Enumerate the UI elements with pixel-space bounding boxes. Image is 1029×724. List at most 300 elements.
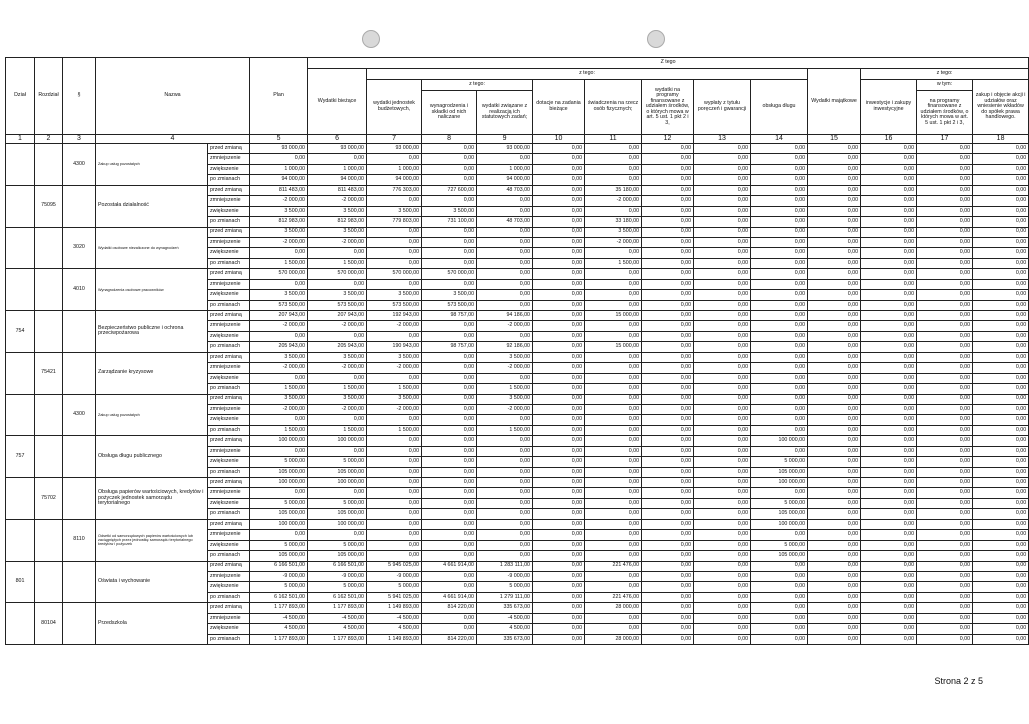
value-cell: 0,00 xyxy=(533,227,585,237)
value-cell: 207 943,00 xyxy=(250,311,308,321)
value-cell: 0,00 xyxy=(861,164,917,174)
value-cell: 0,00 xyxy=(308,415,367,425)
rozdzial-cell: 75421 xyxy=(35,352,63,394)
value-cell: 105 000,00 xyxy=(751,551,808,561)
value-cell: 0,00 xyxy=(477,154,533,164)
value-cell: 0,00 xyxy=(642,404,694,414)
value-cell: 3 500,00 xyxy=(308,290,367,300)
rozdzial-cell xyxy=(35,144,63,186)
value-cell: 0,00 xyxy=(533,352,585,362)
value-cell: 570 000,00 xyxy=(367,269,422,279)
value-cell: 811 483,00 xyxy=(250,185,308,195)
value-cell: 0,00 xyxy=(973,603,1029,613)
value-cell: 0,00 xyxy=(694,300,751,310)
value-cell: 0,00 xyxy=(585,551,642,561)
punch-hole-left xyxy=(362,30,380,48)
value-cell: 3 500,00 xyxy=(367,394,422,404)
row-label: zmniejszenie xyxy=(208,530,250,540)
value-cell: 0,00 xyxy=(808,571,861,581)
value-cell: 0,00 xyxy=(533,488,585,498)
value-cell: 0,00 xyxy=(917,425,973,435)
paragraf-cell xyxy=(63,311,96,353)
value-cell: 100 000,00 xyxy=(751,436,808,446)
value-cell: 0,00 xyxy=(694,436,751,446)
value-cell: 0,00 xyxy=(973,624,1029,634)
value-cell: 0,00 xyxy=(422,582,477,592)
value-cell: 4 661 914,00 xyxy=(422,592,477,602)
value-cell: 0,00 xyxy=(642,154,694,164)
value-cell: 105 000,00 xyxy=(250,509,308,519)
row-label: zmniejszenie xyxy=(208,154,250,164)
value-cell: 812 983,00 xyxy=(308,217,367,227)
value-cell: 3 500,00 xyxy=(477,394,533,404)
value-cell: 0,00 xyxy=(585,415,642,425)
value-cell: 0,00 xyxy=(808,540,861,550)
column-number: 15 xyxy=(808,135,861,144)
value-cell: 0,00 xyxy=(694,634,751,644)
value-cell: 0,00 xyxy=(585,404,642,414)
value-cell: 3 500,00 xyxy=(477,352,533,362)
value-cell: 0,00 xyxy=(861,384,917,394)
value-cell: 0,00 xyxy=(533,164,585,174)
value-cell: 0,00 xyxy=(422,446,477,456)
value-cell: 0,00 xyxy=(917,467,973,477)
value-cell: 0,00 xyxy=(751,373,808,383)
value-cell: 0,00 xyxy=(808,175,861,185)
value-cell: 0,00 xyxy=(751,634,808,644)
value-cell: 5 000,00 xyxy=(477,582,533,592)
value-cell: 0,00 xyxy=(367,258,422,268)
value-cell: 0,00 xyxy=(917,404,973,414)
value-cell: 33 180,00 xyxy=(585,217,642,227)
value-cell: 3 500,00 xyxy=(308,352,367,362)
value-cell: 0,00 xyxy=(585,394,642,404)
value-cell: 3 500,00 xyxy=(308,206,367,216)
value-cell: 0,00 xyxy=(694,290,751,300)
value-cell: 570 000,00 xyxy=(422,269,477,279)
value-cell: 727 600,00 xyxy=(422,185,477,195)
value-cell: 0,00 xyxy=(917,530,973,540)
dzial-cell xyxy=(6,394,35,436)
value-cell: -2 000,00 xyxy=(308,237,367,247)
value-cell: 0,00 xyxy=(585,164,642,174)
value-cell: 0,00 xyxy=(751,175,808,185)
dzial-cell: 754 xyxy=(6,311,35,353)
value-cell: 0,00 xyxy=(642,258,694,268)
page-number: Strona 2 z 5 xyxy=(934,676,983,686)
value-cell: 0,00 xyxy=(642,311,694,321)
value-cell: 0,00 xyxy=(533,582,585,592)
value-cell: 0,00 xyxy=(751,248,808,258)
value-cell: 100 000,00 xyxy=(308,478,367,488)
value-cell: 0,00 xyxy=(694,478,751,488)
nazwa-cell: Bezpieczeństwo publiczne i ochrona przeciwpożarowa xyxy=(96,311,208,353)
value-cell: 0,00 xyxy=(642,467,694,477)
value-cell: 0,00 xyxy=(422,196,477,206)
value-cell: 0,00 xyxy=(973,509,1029,519)
header-z-tego-majatkowe: z tego: xyxy=(861,69,1029,80)
value-cell: 0,00 xyxy=(808,425,861,435)
value-cell: 0,00 xyxy=(422,415,477,425)
value-cell: 0,00 xyxy=(422,519,477,529)
value-cell: 0,00 xyxy=(250,488,308,498)
value-cell: 0,00 xyxy=(533,279,585,289)
value-cell: 0,00 xyxy=(250,530,308,540)
value-cell: 0,00 xyxy=(694,154,751,164)
value-cell: 0,00 xyxy=(422,279,477,289)
value-cell: 0,00 xyxy=(642,342,694,352)
row-label: po zmianach xyxy=(208,634,250,644)
value-cell: 6 162 501,00 xyxy=(250,592,308,602)
value-cell: 0,00 xyxy=(973,342,1029,352)
value-cell: 207 943,00 xyxy=(308,311,367,321)
value-cell: 98 757,00 xyxy=(422,342,477,352)
value-cell: 0,00 xyxy=(973,634,1029,644)
value-cell: 0,00 xyxy=(642,279,694,289)
value-cell: 94 000,00 xyxy=(250,175,308,185)
value-cell: 0,00 xyxy=(585,488,642,498)
value-cell: 0,00 xyxy=(367,196,422,206)
value-cell: 1 000,00 xyxy=(367,164,422,174)
value-cell: 0,00 xyxy=(861,488,917,498)
value-cell: 0,00 xyxy=(477,290,533,300)
value-cell: 0,00 xyxy=(694,384,751,394)
value-cell: 0,00 xyxy=(694,446,751,456)
value-cell: 0,00 xyxy=(808,478,861,488)
value-cell: 0,00 xyxy=(367,436,422,446)
value-cell: 35 180,00 xyxy=(585,185,642,195)
value-cell: 0,00 xyxy=(250,331,308,341)
value-cell: 0,00 xyxy=(917,196,973,206)
value-cell: 1 177 893,00 xyxy=(250,603,308,613)
value-cell: 0,00 xyxy=(861,290,917,300)
value-cell: 221 476,00 xyxy=(585,592,642,602)
value-cell: 0,00 xyxy=(642,363,694,373)
value-cell: 0,00 xyxy=(533,321,585,331)
value-cell: 0,00 xyxy=(917,561,973,571)
value-cell: 0,00 xyxy=(808,185,861,195)
value-cell: 1 177 893,00 xyxy=(250,634,308,644)
value-cell: -2 000,00 xyxy=(477,363,533,373)
value-cell: 0,00 xyxy=(808,530,861,540)
paragraf-cell: 4300 xyxy=(63,144,96,186)
value-cell: 0,00 xyxy=(973,551,1029,561)
value-cell: 0,00 xyxy=(642,331,694,341)
value-cell: 0,00 xyxy=(917,175,973,185)
value-cell: 0,00 xyxy=(585,467,642,477)
value-cell: 0,00 xyxy=(533,384,585,394)
value-cell: 0,00 xyxy=(533,342,585,352)
value-cell: 0,00 xyxy=(973,269,1029,279)
column-number: 3 xyxy=(63,135,96,144)
value-cell: 0,00 xyxy=(642,164,694,174)
value-cell: 0,00 xyxy=(585,248,642,258)
value-cell: 105 000,00 xyxy=(308,467,367,477)
value-cell: 0,00 xyxy=(585,540,642,550)
paragraf-cell xyxy=(63,561,96,603)
value-cell: 5 000,00 xyxy=(250,457,308,467)
value-cell: 0,00 xyxy=(642,634,694,644)
value-cell: 0,00 xyxy=(585,352,642,362)
value-cell: 0,00 xyxy=(477,540,533,550)
value-cell: 0,00 xyxy=(808,384,861,394)
value-cell: 0,00 xyxy=(642,144,694,154)
value-cell: 3 500,00 xyxy=(422,290,477,300)
value-cell: 0,00 xyxy=(694,540,751,550)
value-cell: 0,00 xyxy=(861,269,917,279)
value-cell: 0,00 xyxy=(861,540,917,550)
nazwa-cell: Obsługa długu publicznego xyxy=(96,436,208,478)
paragraf-cell xyxy=(63,603,96,645)
value-cell: 0,00 xyxy=(694,530,751,540)
value-cell: 1 177 893,00 xyxy=(308,603,367,613)
value-cell: 0,00 xyxy=(861,404,917,414)
value-cell: -2 000,00 xyxy=(308,196,367,206)
value-cell: 0,00 xyxy=(642,217,694,227)
value-cell: 5 000,00 xyxy=(308,540,367,550)
header-obsluga-dlugu: obsługa długu xyxy=(751,80,808,135)
row-label: przed zmianą xyxy=(208,478,250,488)
row-label: przed zmianą xyxy=(208,185,250,195)
row-label: przed zmianą xyxy=(208,436,250,446)
value-cell: 0,00 xyxy=(808,373,861,383)
value-cell: 1 500,00 xyxy=(367,425,422,435)
rozdzial-cell xyxy=(35,394,63,436)
header-dotacje: dotacje na zadania bieżące xyxy=(533,80,585,135)
value-cell: 0,00 xyxy=(917,384,973,394)
value-cell: 0,00 xyxy=(694,185,751,195)
value-cell: 0,00 xyxy=(973,352,1029,362)
dzial-cell xyxy=(6,603,35,645)
value-cell: 0,00 xyxy=(861,634,917,644)
column-number: 8 xyxy=(422,135,477,144)
value-cell: 105 000,00 xyxy=(308,551,367,561)
header-swiadczenia: świadczenia na rzecz osób fizycznych; xyxy=(585,80,642,135)
value-cell: 0,00 xyxy=(642,352,694,362)
value-cell: 0,00 xyxy=(808,300,861,310)
value-cell: 814 220,00 xyxy=(422,603,477,613)
value-cell: 0,00 xyxy=(861,551,917,561)
value-cell: 3 500,00 xyxy=(250,227,308,237)
value-cell: 0,00 xyxy=(367,509,422,519)
value-cell: 0,00 xyxy=(694,488,751,498)
row-label: przed zmianą xyxy=(208,227,250,237)
value-cell: 0,00 xyxy=(533,425,585,435)
value-cell: 0,00 xyxy=(533,373,585,383)
value-cell: 0,00 xyxy=(917,227,973,237)
value-cell: 0,00 xyxy=(533,540,585,550)
value-cell: 0,00 xyxy=(533,363,585,373)
value-cell: 0,00 xyxy=(308,530,367,540)
value-cell: 0,00 xyxy=(861,425,917,435)
value-cell: 0,00 xyxy=(917,592,973,602)
value-cell: 0,00 xyxy=(861,331,917,341)
rozdzial-cell: 75095 xyxy=(35,185,63,227)
value-cell: 0,00 xyxy=(808,331,861,341)
column-number: 11 xyxy=(585,135,642,144)
value-cell: 0,00 xyxy=(694,269,751,279)
value-cell: 0,00 xyxy=(477,258,533,268)
value-cell: 100 000,00 xyxy=(751,519,808,529)
row-label: zmniejszenie xyxy=(208,613,250,623)
value-cell: 0,00 xyxy=(808,498,861,508)
value-cell: 0,00 xyxy=(533,144,585,154)
value-cell: 0,00 xyxy=(642,185,694,195)
value-cell: 0,00 xyxy=(585,457,642,467)
value-cell: 0,00 xyxy=(422,571,477,581)
value-cell: 0,00 xyxy=(367,478,422,488)
value-cell: 0,00 xyxy=(585,384,642,394)
value-cell: 0,00 xyxy=(751,331,808,341)
value-cell: 0,00 xyxy=(694,237,751,247)
value-cell: 93 000,00 xyxy=(250,144,308,154)
row-label: po zmianach xyxy=(208,258,250,268)
value-cell: 0,00 xyxy=(694,467,751,477)
value-cell: 573 500,00 xyxy=(308,300,367,310)
value-cell: 0,00 xyxy=(751,363,808,373)
value-cell: 0,00 xyxy=(973,613,1029,623)
nazwa-cell: Obsługa papierów wartościowych, kredytów i pożyczek jednostek samorządu terytorialnego xyxy=(96,478,208,520)
value-cell: 0,00 xyxy=(694,498,751,508)
value-cell: 0,00 xyxy=(751,300,808,310)
value-cell: 0,00 xyxy=(973,290,1029,300)
value-cell: 0,00 xyxy=(533,634,585,644)
value-cell: 3 500,00 xyxy=(367,206,422,216)
value-cell: 0,00 xyxy=(917,436,973,446)
value-cell: 0,00 xyxy=(694,279,751,289)
value-cell: 0,00 xyxy=(861,467,917,477)
value-cell: 0,00 xyxy=(694,311,751,321)
value-cell: 192 943,00 xyxy=(367,311,422,321)
row-label: zwiększenie xyxy=(208,457,250,467)
paragraf-cell: 4300 xyxy=(63,394,96,436)
value-cell: 205 943,00 xyxy=(250,342,308,352)
nazwa-cell: Oświata i wychowanie xyxy=(96,561,208,603)
header-na-programy: na programy finansowane z udziałem środków, o których mowa w art. 5 ust. 1 pkt 2 i 3, xyxy=(917,91,973,135)
value-cell: 779 803,00 xyxy=(367,217,422,227)
value-cell: 0,00 xyxy=(694,363,751,373)
row-label: zmniejszenie xyxy=(208,363,250,373)
row-label: zwiększenie xyxy=(208,290,250,300)
value-cell: 0,00 xyxy=(808,561,861,571)
value-cell: 0,00 xyxy=(917,363,973,373)
row-label: zwiększenie xyxy=(208,373,250,383)
table-row xyxy=(6,352,1029,362)
value-cell: 1 000,00 xyxy=(308,164,367,174)
value-cell: -4 500,00 xyxy=(477,613,533,623)
value-cell: 0,00 xyxy=(917,269,973,279)
value-cell: 205 943,00 xyxy=(308,342,367,352)
value-cell: 0,00 xyxy=(533,509,585,519)
value-cell: 3 500,00 xyxy=(250,394,308,404)
value-cell: 0,00 xyxy=(973,311,1029,321)
value-cell: 0,00 xyxy=(751,425,808,435)
value-cell: 0,00 xyxy=(585,175,642,185)
value-cell: 0,00 xyxy=(861,206,917,216)
value-cell: 0,00 xyxy=(308,331,367,341)
value-cell: 0,00 xyxy=(751,394,808,404)
rozdzial-cell: 75702 xyxy=(35,478,63,520)
value-cell: 0,00 xyxy=(367,154,422,164)
value-cell: 0,00 xyxy=(694,321,751,331)
value-cell: 1 500,00 xyxy=(585,258,642,268)
value-cell: 0,00 xyxy=(751,415,808,425)
value-cell: 0,00 xyxy=(477,415,533,425)
value-cell: 0,00 xyxy=(694,571,751,581)
value-cell: 4 500,00 xyxy=(367,624,422,634)
value-cell: 0,00 xyxy=(861,624,917,634)
nazwa-cell: Wydatki osobowe niezaliczone do wynagrodzeń xyxy=(96,227,208,269)
value-cell: 0,00 xyxy=(751,164,808,174)
value-cell: 573 500,00 xyxy=(250,300,308,310)
value-cell: 0,00 xyxy=(751,530,808,540)
value-cell: 0,00 xyxy=(533,571,585,581)
value-cell: 0,00 xyxy=(751,185,808,195)
value-cell: 0,00 xyxy=(308,488,367,498)
value-cell: 0,00 xyxy=(533,269,585,279)
value-cell: 0,00 xyxy=(533,592,585,602)
value-cell: 0,00 xyxy=(422,384,477,394)
value-cell: 0,00 xyxy=(642,175,694,185)
paragraf-cell: 3020 xyxy=(63,227,96,269)
value-cell: 15 000,00 xyxy=(585,311,642,321)
row-label: przed zmianą xyxy=(208,352,250,362)
value-cell: 48 703,00 xyxy=(477,217,533,227)
row-label: przed zmianą xyxy=(208,603,250,613)
value-cell: 0,00 xyxy=(973,321,1029,331)
value-cell: 0,00 xyxy=(694,331,751,341)
paragraf-cell xyxy=(63,352,96,394)
value-cell: 0,00 xyxy=(585,206,642,216)
value-cell: 0,00 xyxy=(642,237,694,247)
value-cell: 5 000,00 xyxy=(308,498,367,508)
value-cell: 0,00 xyxy=(917,373,973,383)
value-cell: 0,00 xyxy=(585,331,642,341)
value-cell: 6 162 501,00 xyxy=(308,592,367,602)
value-cell: 94 186,00 xyxy=(477,311,533,321)
value-cell: 0,00 xyxy=(367,248,422,258)
row-label: zmniejszenie xyxy=(208,196,250,206)
value-cell: 0,00 xyxy=(917,352,973,362)
value-cell: 0,00 xyxy=(973,175,1029,185)
value-cell: 0,00 xyxy=(585,582,642,592)
value-cell: 4 661 914,00 xyxy=(422,561,477,571)
value-cell: 0,00 xyxy=(861,613,917,623)
nazwa-cell: Przedszkola xyxy=(96,603,208,645)
row-label: przed zmianą xyxy=(208,269,250,279)
value-cell: 0,00 xyxy=(477,551,533,561)
row-label: zwiększenie xyxy=(208,164,250,174)
value-cell: -9 000,00 xyxy=(477,571,533,581)
value-cell: 1 500,00 xyxy=(250,425,308,435)
value-cell: 0,00 xyxy=(808,269,861,279)
dzial-cell xyxy=(6,227,35,269)
value-cell: 48 703,00 xyxy=(477,185,533,195)
row-label: zmniejszenie xyxy=(208,321,250,331)
value-cell: 0,00 xyxy=(808,363,861,373)
value-cell: 0,00 xyxy=(973,154,1029,164)
punch-hole-right xyxy=(647,30,665,48)
budget-table xyxy=(5,57,1029,645)
value-cell: 0,00 xyxy=(917,603,973,613)
value-cell: 0,00 xyxy=(861,237,917,247)
header-wydatki-majatkowe: Wydatki majątkowe xyxy=(808,69,861,135)
value-cell: 0,00 xyxy=(477,196,533,206)
value-cell: 0,00 xyxy=(642,321,694,331)
row-label: po zmianach xyxy=(208,217,250,227)
value-cell: -2 000,00 xyxy=(250,237,308,247)
value-cell: 0,00 xyxy=(533,300,585,310)
